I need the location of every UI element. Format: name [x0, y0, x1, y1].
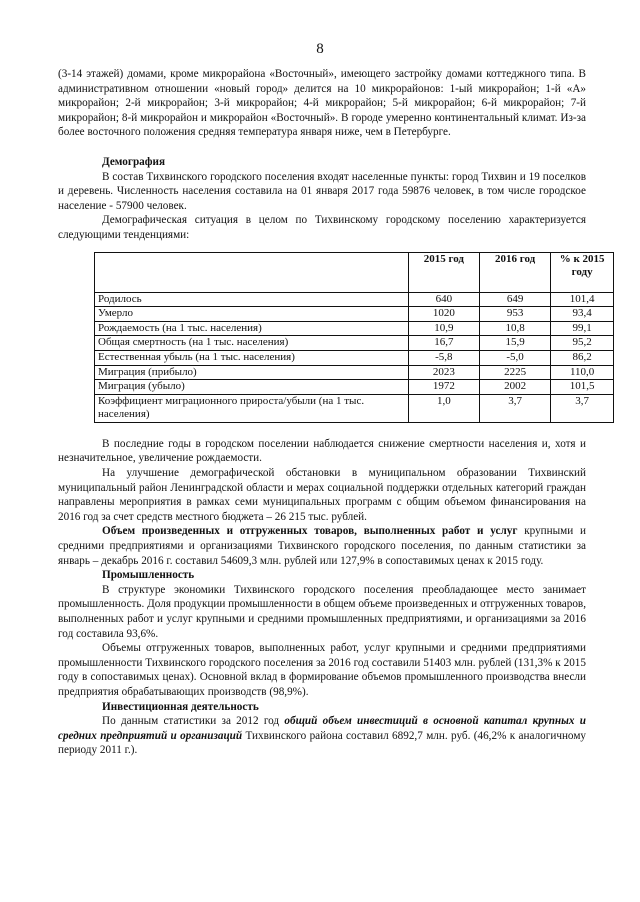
document-body [58, 67, 605, 758]
intro-paragraph: (3-14 этажей) домами, кроме микрорайона «Восточный», имеющего застройку домами коттеджного типа. В административном отношении «новый город» делится на 10 микрорайонов: 1-ый микрорайон; 1-й «А» микрорайон; 2-й микрорайон; 3-й микрорайон; 4-й микрорайон; 5-й микрорайон; 6-й микрорайон; 7-й микрорайон; 8-й микрорайон и микрорайон «Восточный». В городе умеренно континентальный климат. Из-за более восточного положения средняя температура января ниже, чем в Петербурге. [58, 68, 586, 139]
demography-table [94, 252, 614, 423]
value-2016: 10,8 [479, 321, 550, 336]
value-2015: 2023 [408, 365, 479, 380]
value-2015: -5,8 [408, 350, 479, 365]
value-percent: 95,2 [551, 336, 614, 351]
row-label: Общая смертность (на 1 тыс. населения) [95, 336, 409, 351]
table-header-row [95, 252, 614, 292]
value-2016: -5,0 [479, 350, 550, 365]
page-number: 8 [316, 41, 324, 57]
value-2015: 1,0 [408, 394, 479, 422]
value-2015: 1020 [408, 307, 479, 322]
row-label: Коэффициент миграционного прироста/убыли (на 1 тыс. населения) [95, 394, 409, 422]
value-2016: 15,9 [479, 336, 550, 351]
value-percent: 101,4 [551, 292, 614, 307]
programs-paragraph: На улучшение демографической обстановки в муниципальном образовании Тихвинский муниципальный район Ленинградской области и мерах социальной поддержки отдельных категорий граждан направлены мероприятия в рамках семи муниципальных программ с общим объемом финансирования на 2016 год за счет средств местного бюджета – 26 215 тыс. рублей. [58, 467, 586, 523]
table-header-percent: % к 2015 году [551, 252, 614, 292]
table-row [95, 380, 614, 395]
table-header-label [95, 252, 409, 292]
row-label: Миграция (убыло) [95, 380, 409, 395]
value-2016: 3,7 [479, 394, 550, 422]
value-2016: 2002 [479, 380, 550, 395]
mortality-paragraph: В последние годы в городском поселении наблюдается снижение смертности населения и, хотя и незначительное, увеличение рождаемости. [58, 437, 586, 465]
value-2015: 16,7 [408, 336, 479, 351]
table-row [95, 365, 614, 380]
value-2016: 2225 [479, 365, 550, 380]
investment-paragraph [58, 714, 586, 758]
value-percent: 93,4 [551, 307, 614, 322]
demography-paragraph-2: Демографическая ситуация в целом по Тихвинскому городскому поселению характеризуется следующими тенденциями: [58, 214, 586, 241]
value-2016: 953 [479, 307, 550, 322]
row-label: Умерло [95, 307, 409, 322]
table-row [95, 292, 614, 307]
industry-paragraph-1: В структуре экономики Тихвинского городского поселения преобладающее место занимает промышленность. Доля продукции промышленности в общем объеме произведенных и отгруженных товаров, выполненных работ и услуг крупными и средними промышленных предприятиями, и организациями за 2016 год составила 93,6%. [58, 583, 586, 640]
output-volume-bold: Объем произведенных и отгруженных товаров, выполненных работ и услуг [102, 525, 518, 538]
table-row [95, 336, 614, 351]
row-label: Естественная убыль (на 1 тыс. населения) [95, 350, 409, 365]
value-2015: 640 [408, 292, 479, 307]
demography-heading: Демография [102, 155, 166, 168]
value-2015: 1972 [408, 380, 479, 395]
row-label: Рождаемость (на 1 тыс. населения) [95, 321, 409, 336]
investment-text-start: По данным статистики за 2012 год [102, 715, 285, 728]
industry-paragraph-2: Объемы отгруженных товаров, выполненных работ, услуг крупными и средними предприятиями промышленности Тихвинского городского поселения за 2016 год составили 51403 млн. рублей (131,3% к 2015 году в сопоставимых ценах). Основной вклад в формирование объемов промышленного производства внесли предприятия обрабатывающих производств (98,9%). [58, 642, 586, 698]
value-percent: 86,2 [551, 350, 614, 365]
investment-heading: Инвестиционная деятельность [102, 700, 259, 713]
value-2016: 649 [479, 292, 550, 307]
table-header-2016: 2016 год [479, 252, 550, 292]
table-row [95, 394, 614, 422]
value-percent: 3,7 [551, 394, 614, 422]
table-header-2015: 2015 год [408, 252, 479, 292]
investment-text-end: Тихвинского района составил 6892,7 млн. руб. (46,2% к аналогичному периоду 2011 г.). [58, 729, 586, 757]
table-row [95, 307, 614, 322]
industry-heading: Промышленность [102, 569, 195, 582]
table-row [95, 321, 614, 336]
output-volume-text: крупными и средними предприятиями и организациями Тихвинского городского поселения, по данным статистики за январь – декабрь 2016 г. составил 54609,3 млн. рублей или 127,9% в сопоставимых ценах к 2015 году. [58, 525, 586, 567]
row-label: Родилось [95, 292, 409, 307]
row-label: Миграция (прибыло) [95, 365, 409, 380]
demography-paragraph-1: В состав Тихвинского городского поселения входят населенные пункты: город Тихвин и 19 поселков и деревень. Численность населения составила на 01 января 2017 года 59876 человек, в том числе городское население - 57900 человек. [58, 170, 586, 212]
value-percent: 110,0 [551, 365, 614, 380]
table-row [95, 350, 614, 365]
output-volume-paragraph [58, 524, 586, 568]
value-2015: 10,9 [408, 321, 479, 336]
value-percent: 99,1 [551, 321, 614, 336]
investment-italic: общий объем инвестиций в основной капитал крупных и средних предприятий и организаций [58, 715, 586, 742]
value-percent: 101,5 [551, 380, 614, 395]
